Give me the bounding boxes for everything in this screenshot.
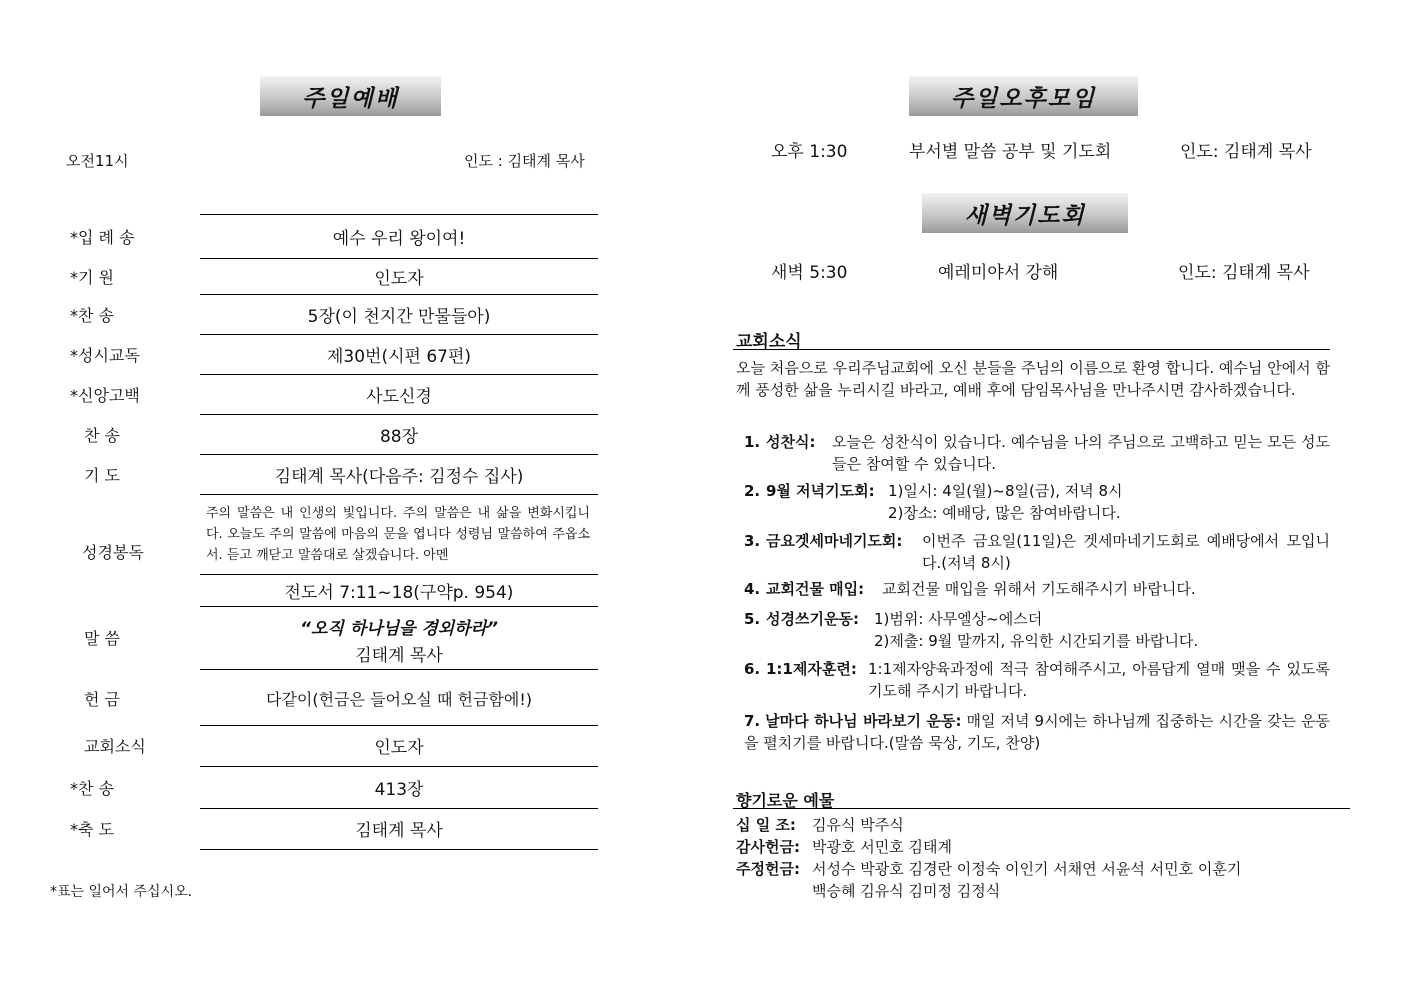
offering-names: 백승혜 김유식 김미정 김정식 [812, 882, 1001, 900]
order-value: 김태계 목사 [355, 820, 443, 841]
divider [200, 606, 598, 607]
order-label: 기 도 [84, 465, 120, 485]
dawn-leader: 인도: 김태계 목사 [1178, 263, 1310, 283]
news-item-no: 4. [744, 580, 761, 598]
scripture-prayer: 주의 말씀은 내 인생의 빛입니다. 주의 말씀은 내 삶을 변화시킵니다. 오늘도 주의 말씀에 마음의 문을 엽니다 성령님 말씀하여 주옵소서. 듣고 깨닫고 말씀대로 살겠습니다. 아멘 [206, 506, 590, 563]
news-item-title: 성찬식: [766, 433, 816, 451]
offering-type: 십 일 조: [736, 816, 796, 834]
news-item-title: 금요겟세마네기도회: [766, 532, 903, 550]
order-value: 사도신경 [366, 386, 432, 407]
divider [200, 574, 598, 575]
offering-label: 헌 금 [84, 690, 120, 709]
order-label: *축 도 [70, 819, 114, 839]
divider [733, 349, 1330, 350]
news-item-title: 1:1제자훈련: [766, 660, 857, 678]
order-label: *신앙고백 [70, 385, 140, 405]
news-item [744, 431, 1330, 475]
worship-leader: 인도 : 김태계 목사 [464, 152, 585, 170]
dawn-title: 새벽기도회 [922, 193, 1128, 233]
order-row [60, 217, 598, 255]
offerings-heading: 향기로운 예물 [736, 791, 835, 810]
order-value: 인도자 [374, 268, 424, 289]
news-item-no: 2. [744, 482, 761, 500]
dawn-time: 새벽 5:30 [771, 263, 848, 283]
standing-note: *표는 일어서 주십시오. [50, 884, 193, 900]
order-label: *찬 송 [70, 778, 114, 798]
order-value: 413장 [374, 779, 424, 800]
order-label: *찬 송 [70, 305, 114, 325]
news-item-title: 날마다 하나님 바라보기 운동: [765, 712, 962, 730]
news-item-text: 교회건물 매입을 위해서 기도해주시기 바랍니다. [882, 580, 1196, 598]
news-item [744, 530, 1330, 574]
order-value: 5장(이 천지간 만물들아) [307, 306, 491, 327]
divider [200, 214, 598, 215]
order-row [60, 415, 598, 453]
divider [733, 808, 1350, 809]
news-item [744, 608, 1330, 652]
order-row [60, 375, 598, 413]
news-item [744, 710, 1330, 754]
dawn-desc: 예레미야서 강해 [938, 263, 1059, 283]
offering-row [736, 858, 1241, 880]
order-value: 예수 우리 왕이여! [332, 228, 466, 249]
scripture-label: 성경봉독 [82, 543, 144, 562]
news-item-no: 5. [744, 610, 761, 628]
news-item-text: 1)범위: 사무엘상~에스더 [874, 610, 1043, 628]
afternoon-time: 오후 1:30 [771, 142, 848, 162]
offering-type: 주정헌금: [736, 860, 800, 878]
offering-names: 서성수 박광호 김경란 이정숙 이인기 서채연 서윤석 서민호 이훈기 [812, 860, 1242, 878]
order-value: 인도자 [374, 737, 424, 758]
worship-time: 오전11시 [66, 152, 129, 170]
news-heading: 교회소식 [736, 332, 802, 352]
news-item-no: 1. [744, 433, 761, 451]
news-item [744, 480, 1330, 524]
order-label: *입 례 송 [70, 227, 135, 247]
order-value: 88장 [379, 426, 419, 447]
order-value: 김태계 목사(다음주: 김정수 집사) [274, 466, 524, 487]
order-row [60, 257, 598, 295]
afternoon-title: 주일오후모임 [909, 76, 1138, 116]
news-item-text: 매일 저녁 9시에는 하나님께 집중하는 시간을 갖는 운동을 펼치기를 바랍니다.(말씀 묵상, 기도, 찬양) [744, 712, 1330, 752]
offering-value: 다같이(헌금은 들어오실 때 헌금함에!) [266, 690, 532, 709]
news-item-no: 6. [744, 660, 761, 678]
offering-row [736, 814, 904, 836]
divider [200, 669, 598, 670]
news-intro: 오늘 처음으로 우리주님교회에 오신 분들을 주님의 이름으로 환영 합니다. 예수님 안에서 함께 풍성한 삶을 누리시길 바라고, 예배 후에 담임목사님을 만나주시면 감사하겠습니다. [736, 359, 1330, 399]
order-label: *기 원 [70, 267, 114, 287]
afternoon-desc: 부서별 말씀 공부 및 기도회 [909, 142, 1112, 162]
order-value: 제30번(시편 67편) [326, 346, 472, 367]
order-row [60, 768, 598, 806]
offering-names: 김유식 박주식 [812, 816, 904, 834]
order-row [60, 335, 598, 373]
divider [200, 766, 598, 767]
worship-title: 주일예배 [260, 76, 441, 116]
news-item-text: 2)제출: 9월 말까지, 유익한 시간되기를 바랍니다. [874, 632, 1199, 650]
news-item-text: 이번주 금요일(11일)은 겟세마네기도회로 예배당에서 모입니다.(저녁 8시) [922, 532, 1330, 572]
order-row [60, 809, 598, 847]
offering-type: 감사헌금: [736, 838, 800, 856]
news-item-title: 성경쓰기운동: [766, 610, 859, 628]
news-item [744, 578, 1330, 600]
news-item-no: 7. [744, 712, 761, 730]
order-row [60, 455, 598, 493]
news-item [744, 658, 1330, 702]
sermon-preacher: 김태계 목사 [355, 646, 443, 666]
order-label: 교회소식 [84, 736, 146, 756]
news-item-no: 3. [744, 532, 761, 550]
divider [200, 849, 598, 850]
scripture-passage: 전도서 7:11~18(구약p. 954) [284, 583, 514, 603]
news-item-title: 교회건물 매입: [766, 580, 865, 598]
divider [200, 494, 598, 495]
news-item-text: 오늘은 성찬식이 있습니다. 예수님을 나의 주님으로 고백하고 믿는 모든 성도들은 참여할 수 있습니다. [832, 433, 1330, 473]
news-item-text: 2)장소: 예배당, 많은 참여바랍니다. [888, 504, 1121, 522]
order-row [60, 295, 598, 333]
news-item-text: 1)일시: 4일(월)~8일(금), 저녁 8시 [888, 482, 1123, 500]
offering-row [736, 836, 952, 858]
news-item-text: 1:1제자양육과정에 적극 참여해주시고, 아름답게 열매 맺을 수 있도록 기도해 주시기 바랍니다. [868, 660, 1330, 700]
offering-names: 박광호 서민호 김태계 [812, 838, 952, 856]
order-label: *성시교독 [70, 345, 140, 365]
order-label: 찬 송 [84, 425, 120, 445]
news-item-title: 9월 저녁기도회: [766, 482, 875, 500]
order-row [60, 726, 598, 764]
sermon-label: 말 씀 [84, 629, 120, 648]
afternoon-leader: 인도: 김태계 목사 [1180, 142, 1312, 162]
sermon-title: “오직 하나님을 경외하라” [300, 619, 498, 639]
